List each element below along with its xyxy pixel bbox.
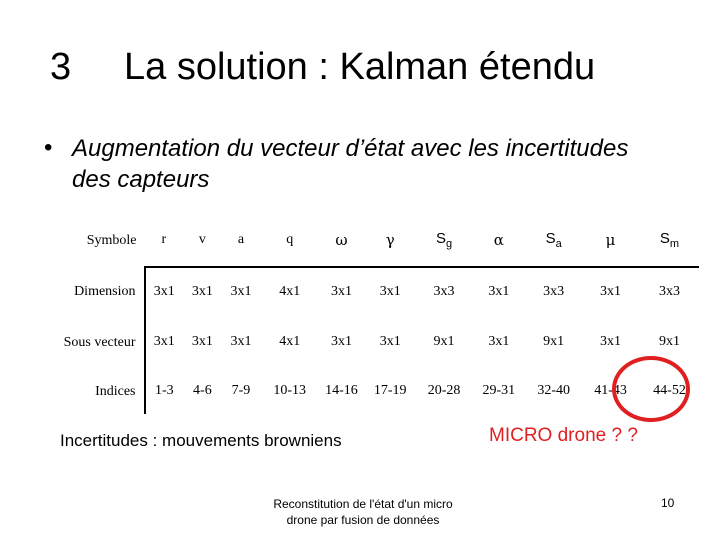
- symbol-cell: μ: [605, 231, 616, 249]
- symbol-cell: r: [161, 232, 167, 247]
- row-header-indices: Indices: [95, 383, 136, 399]
- symbol-cell: γ: [385, 231, 395, 249]
- table-cell: 3x1: [191, 334, 213, 349]
- table-cell: 4-6: [193, 383, 212, 398]
- table-cell: 3x1: [488, 334, 510, 349]
- table-cell: 3x1: [145, 316, 184, 368]
- row-header-symbole: Symbole: [86, 233, 137, 248]
- bullet-marker: •: [44, 134, 53, 161]
- table-cell: 41-43: [594, 383, 627, 398]
- table-row-symbols: [45, 214, 699, 267]
- table-row-indices: [45, 368, 699, 414]
- table-cell: 3x1: [222, 267, 261, 316]
- table-row-dimension: [45, 267, 699, 316]
- table-cell: 3x1: [319, 267, 364, 316]
- table-cell: 3x1: [379, 334, 401, 349]
- state-vector-table: [45, 214, 699, 414]
- symbol-subscript: a: [555, 238, 562, 250]
- slide-number: 3: [50, 46, 72, 88]
- table-cell: 3x1: [230, 334, 252, 349]
- source-caption: [248, 496, 478, 528]
- symbol-cell: α: [493, 231, 504, 249]
- table-cell: 20-28: [427, 383, 461, 398]
- table-cell: 4x1: [260, 267, 319, 316]
- symbol-main: S: [545, 230, 556, 247]
- table-cell: 3x1: [183, 267, 222, 316]
- symbol-cell: a: [237, 232, 245, 247]
- incertitudes-note: Incertitudes : mouvements browniens: [60, 431, 342, 450]
- page-number: 10: [661, 496, 675, 510]
- table-cell: 44-52: [653, 383, 686, 398]
- symbol-cell: [417, 214, 472, 267]
- source-line: Reconstitution de l'état d'un micro: [273, 497, 453, 511]
- symbol-cell: [640, 214, 699, 267]
- table-cell: 1-3: [145, 368, 184, 414]
- bullet-text: Augmentation du vecteur d’état avec les incertitudes des capteurs: [72, 135, 629, 193]
- table-cell: 14-16: [325, 383, 358, 398]
- source-line: drone par fusion de données: [286, 513, 440, 527]
- micro-drone-note: MICRO drone ? ?: [489, 425, 638, 446]
- slide-title: La solution : Kalman étendu: [124, 46, 596, 88]
- table-cell: 9x1: [543, 334, 565, 349]
- table-cell: 3x3: [526, 267, 581, 316]
- table-cell: 17-19: [373, 383, 407, 398]
- symbol-main: S: [435, 230, 446, 247]
- table-cell: 3x3: [417, 267, 472, 316]
- table-cell: 4x1: [279, 334, 301, 349]
- symbol-cell: ω: [335, 231, 348, 249]
- row-header-sous-vecteur: Sous vecteur: [63, 334, 136, 350]
- table-cell: 3x3: [640, 267, 699, 316]
- table-cell: 10-13: [273, 383, 307, 398]
- highlight-circle: [612, 356, 690, 422]
- symbol-subscript: m: [669, 238, 680, 250]
- symbol-cell: v: [198, 232, 206, 247]
- table-cell: 9x1: [658, 334, 680, 349]
- table-cell: 3x1: [581, 267, 640, 316]
- table-cell: 3x1: [330, 334, 352, 349]
- table-row-sous-vecteur: [45, 316, 699, 368]
- table-cell: 9x1: [433, 334, 455, 349]
- symbol-cell: q: [286, 232, 294, 247]
- table-cell: 7-9: [231, 383, 251, 398]
- table-cell: 3x1: [600, 334, 622, 349]
- symbol-main: S: [659, 230, 670, 247]
- table-cell: 3x1: [145, 267, 184, 316]
- table-cell: 29-31: [482, 383, 516, 398]
- symbol-subscript: g: [445, 238, 453, 250]
- table-cell: 3x1: [364, 267, 417, 316]
- table-cell: 3x1: [471, 267, 526, 316]
- symbol-cell: [526, 214, 581, 267]
- row-header-dimension: Dimension: [74, 284, 136, 299]
- table-cell: 32-40: [537, 383, 571, 398]
